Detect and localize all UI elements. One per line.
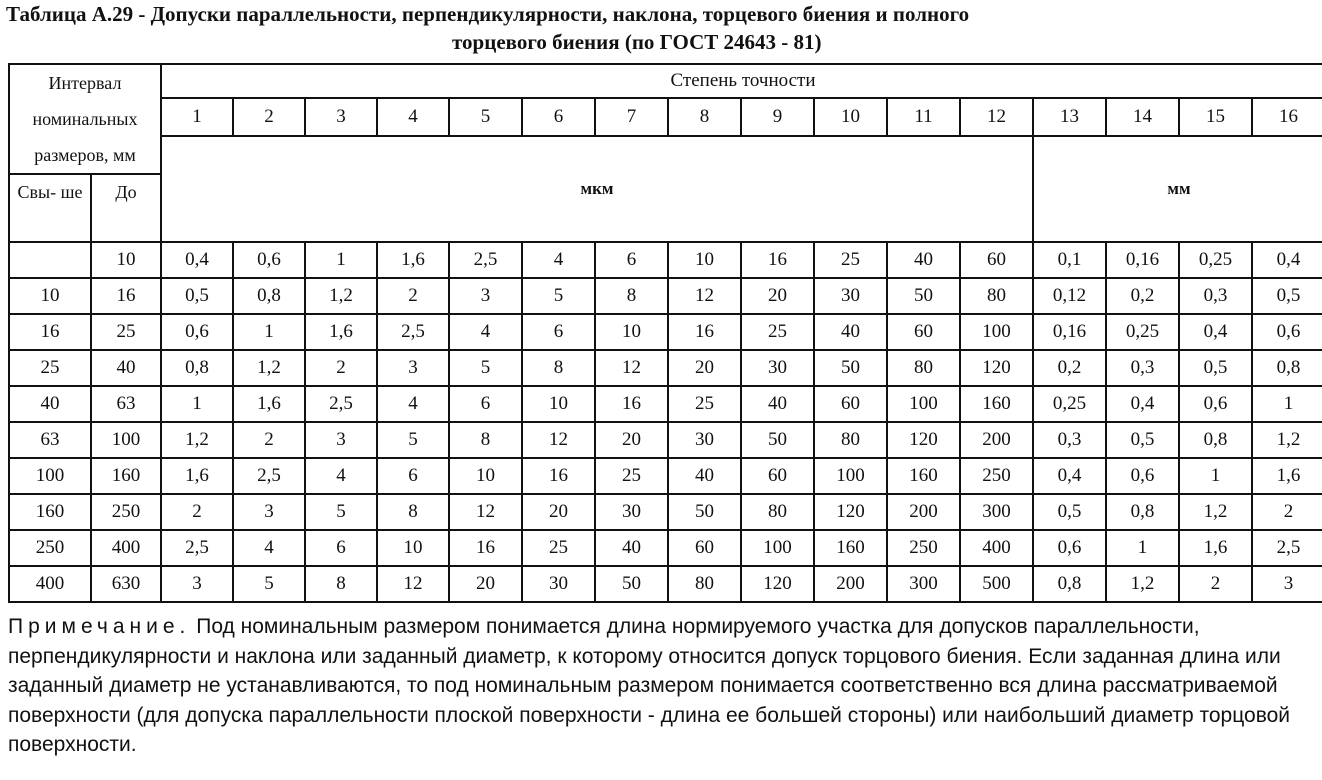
tolerance-value-cell: 6 bbox=[522, 314, 595, 350]
tolerance-value-cell: 1 bbox=[305, 242, 377, 278]
tolerance-value-cell: 40 bbox=[595, 530, 668, 566]
note-label: Примечание. bbox=[8, 615, 191, 638]
table-row bbox=[9, 242, 1322, 278]
tolerance-value-cell: 1 bbox=[1252, 386, 1322, 422]
range-to-cell: 10 bbox=[91, 242, 161, 278]
table-row bbox=[9, 350, 1322, 386]
tolerance-value-cell: 2 bbox=[305, 350, 377, 386]
tolerance-value-cell: 0,5 bbox=[1179, 350, 1252, 386]
tolerance-value-cell: 0,8 bbox=[1033, 566, 1106, 602]
tolerance-value-cell: 50 bbox=[595, 566, 668, 602]
tolerance-value-cell: 3 bbox=[233, 494, 305, 530]
tolerance-value-cell: 20 bbox=[741, 278, 814, 314]
table-row bbox=[9, 278, 1322, 314]
tolerance-value-cell: 200 bbox=[814, 566, 887, 602]
tolerance-value-cell: 1,2 bbox=[305, 278, 377, 314]
title-line-1: Таблица А.29 - Допуски параллельности, перпендикулярности, наклона, торцевого биения и полного bbox=[6, 2, 970, 26]
tolerance-value-cell: 80 bbox=[960, 278, 1033, 314]
grade-number: 4 bbox=[377, 98, 449, 136]
tolerance-value-cell: 80 bbox=[887, 350, 960, 386]
tolerance-value-cell: 200 bbox=[960, 422, 1033, 458]
tolerance-value-cell: 16 bbox=[595, 386, 668, 422]
range-from-cell: 400 bbox=[9, 566, 91, 602]
tolerance-value-cell: 1,6 bbox=[1252, 458, 1322, 494]
unit-mkm-label: мкм bbox=[161, 136, 1033, 242]
tolerance-value-cell: 1,2 bbox=[161, 422, 233, 458]
tolerance-value-cell: 8 bbox=[377, 494, 449, 530]
tolerance-value-cell: 300 bbox=[960, 494, 1033, 530]
tolerance-value-cell: 0,25 bbox=[1179, 242, 1252, 278]
tolerance-value-cell: 5 bbox=[377, 422, 449, 458]
range-to-cell: 160 bbox=[91, 458, 161, 494]
tolerance-value-cell: 8 bbox=[595, 278, 668, 314]
range-from-cell: 160 bbox=[9, 494, 91, 530]
table-row bbox=[9, 566, 1322, 602]
tolerance-value-cell: 60 bbox=[668, 530, 741, 566]
range-from-cell: 10 bbox=[9, 278, 91, 314]
tolerance-value-cell: 1,6 bbox=[233, 386, 305, 422]
tolerance-value-cell: 20 bbox=[595, 422, 668, 458]
tolerance-value-cell: 25 bbox=[522, 530, 595, 566]
tolerance-value-cell: 0,25 bbox=[1106, 314, 1179, 350]
tolerance-table bbox=[8, 63, 1322, 603]
tolerance-value-cell: 0,6 bbox=[1179, 386, 1252, 422]
tolerance-value-cell: 100 bbox=[814, 458, 887, 494]
tolerance-value-cell: 100 bbox=[887, 386, 960, 422]
tolerance-value-cell: 8 bbox=[449, 422, 522, 458]
tolerance-value-cell: 50 bbox=[741, 422, 814, 458]
range-from-cell: 40 bbox=[9, 386, 91, 422]
tolerance-value-cell: 0,6 bbox=[1106, 458, 1179, 494]
tolerance-value-cell: 120 bbox=[960, 350, 1033, 386]
tolerance-value-cell: 0,16 bbox=[1106, 242, 1179, 278]
tolerance-value-cell: 16 bbox=[741, 242, 814, 278]
tolerance-value-cell: 0,6 bbox=[1252, 314, 1322, 350]
range-to-cell: 630 bbox=[91, 566, 161, 602]
grade-number: 3 bbox=[305, 98, 377, 136]
tolerance-value-cell: 60 bbox=[741, 458, 814, 494]
grade-number: 11 bbox=[887, 98, 960, 136]
table-row bbox=[9, 530, 1322, 566]
tolerance-value-cell: 2,5 bbox=[305, 386, 377, 422]
tolerance-value-cell: 100 bbox=[741, 530, 814, 566]
grade-header: Степень точности bbox=[161, 64, 1322, 98]
tolerance-value-cell: 2 bbox=[1252, 494, 1322, 530]
tolerance-value-cell: 1,6 bbox=[305, 314, 377, 350]
tolerance-value-cell: 8 bbox=[305, 566, 377, 602]
tolerance-value-cell: 3 bbox=[1252, 566, 1322, 602]
tolerance-value-cell: 2,5 bbox=[449, 242, 522, 278]
tolerance-value-cell: 40 bbox=[741, 386, 814, 422]
tolerance-value-cell: 5 bbox=[522, 278, 595, 314]
tolerance-value-cell: 10 bbox=[595, 314, 668, 350]
tolerance-value-cell: 0,5 bbox=[161, 278, 233, 314]
tolerance-value-cell: 30 bbox=[668, 422, 741, 458]
tolerance-value-cell: 0,8 bbox=[1106, 494, 1179, 530]
tolerance-value-cell: 0,5 bbox=[1033, 494, 1106, 530]
tolerance-value-cell: 400 bbox=[960, 530, 1033, 566]
tolerance-value-cell: 0,1 bbox=[1033, 242, 1106, 278]
tolerance-value-cell: 1,6 bbox=[377, 242, 449, 278]
tolerance-value-cell: 80 bbox=[741, 494, 814, 530]
tolerance-value-cell: 120 bbox=[741, 566, 814, 602]
tolerance-value-cell: 5 bbox=[233, 566, 305, 602]
tolerance-value-cell: 2 bbox=[1179, 566, 1252, 602]
tolerance-value-cell: 0,2 bbox=[1106, 278, 1179, 314]
tolerance-value-cell: 6 bbox=[595, 242, 668, 278]
tolerance-value-cell: 80 bbox=[668, 566, 741, 602]
tolerance-value-cell: 0,3 bbox=[1106, 350, 1179, 386]
range-from-cell: 250 bbox=[9, 530, 91, 566]
range-to-cell: 63 bbox=[91, 386, 161, 422]
tolerance-value-cell: 200 bbox=[887, 494, 960, 530]
tolerance-value-cell: 1,6 bbox=[1179, 530, 1252, 566]
tolerance-value-cell: 0,6 bbox=[233, 242, 305, 278]
tolerance-value-cell: 16 bbox=[522, 458, 595, 494]
tolerance-value-cell: 0,8 bbox=[233, 278, 305, 314]
tolerance-value-cell: 0,8 bbox=[1179, 422, 1252, 458]
note-text: Под номинальным размером понимается длина нормируемого участка для допусков параллельности, перпендикулярности и наклона или заданный диаметр, к которому относится допуск торцового биения. Если заданная длина или заданный диаметр не устанавливаются, то под номинальным размером понимается соответственно вся длина рассматриваемой поверхности (для допуска параллельности плоской поверхности - длина ее большей стороны) или наибольший диаметр торцовой поверхности. bbox=[8, 615, 1291, 756]
tolerance-value-cell: 60 bbox=[814, 386, 887, 422]
grade-number: 8 bbox=[668, 98, 741, 136]
range-from-cell: 100 bbox=[9, 458, 91, 494]
tolerance-value-cell: 50 bbox=[887, 278, 960, 314]
tolerance-value-cell: 2,5 bbox=[233, 458, 305, 494]
range-from-cell bbox=[9, 242, 91, 278]
tolerance-value-cell: 40 bbox=[814, 314, 887, 350]
tolerance-value-cell: 20 bbox=[668, 350, 741, 386]
tolerance-value-cell: 250 bbox=[960, 458, 1033, 494]
table-row bbox=[9, 386, 1322, 422]
tolerance-value-cell: 6 bbox=[305, 530, 377, 566]
tolerance-value-cell: 1 bbox=[1106, 530, 1179, 566]
tolerance-value-cell: 12 bbox=[668, 278, 741, 314]
tolerance-value-cell: 80 bbox=[814, 422, 887, 458]
tolerance-value-cell: 0,12 bbox=[1033, 278, 1106, 314]
range-to-cell: 400 bbox=[91, 530, 161, 566]
tolerance-value-cell: 4 bbox=[233, 530, 305, 566]
grade-number: 10 bbox=[814, 98, 887, 136]
tolerance-value-cell: 25 bbox=[595, 458, 668, 494]
tolerance-value-cell: 10 bbox=[377, 530, 449, 566]
tolerance-value-cell: 4 bbox=[377, 386, 449, 422]
range-to-cell: 40 bbox=[91, 350, 161, 386]
tolerance-value-cell: 0,8 bbox=[161, 350, 233, 386]
range-to-cell: 250 bbox=[91, 494, 161, 530]
range-to-cell: 25 bbox=[91, 314, 161, 350]
tolerance-value-cell: 2 bbox=[233, 422, 305, 458]
tolerance-value-cell: 0,16 bbox=[1033, 314, 1106, 350]
tolerance-value-cell: 0,5 bbox=[1106, 422, 1179, 458]
tolerance-value-cell: 160 bbox=[887, 458, 960, 494]
tolerance-value-cell: 50 bbox=[668, 494, 741, 530]
tolerance-value-cell: 8 bbox=[522, 350, 595, 386]
tolerance-value-cell: 20 bbox=[522, 494, 595, 530]
tolerance-value-cell: 0,4 bbox=[1033, 458, 1106, 494]
tolerance-value-cell: 3 bbox=[161, 566, 233, 602]
range-to-cell: 16 bbox=[91, 278, 161, 314]
tolerance-value-cell: 250 bbox=[887, 530, 960, 566]
range-from-cell: 63 bbox=[9, 422, 91, 458]
tolerance-value-cell: 60 bbox=[960, 242, 1033, 278]
tolerance-value-cell: 30 bbox=[522, 566, 595, 602]
tolerance-value-cell: 10 bbox=[522, 386, 595, 422]
tolerance-value-cell: 16 bbox=[668, 314, 741, 350]
grade-number: 16 bbox=[1252, 98, 1322, 136]
tolerance-value-cell: 0,6 bbox=[1033, 530, 1106, 566]
grade-number: 7 bbox=[595, 98, 668, 136]
tolerance-value-cell: 1,2 bbox=[1252, 422, 1322, 458]
tolerance-value-cell: 2,5 bbox=[161, 530, 233, 566]
tolerance-value-cell: 160 bbox=[960, 386, 1033, 422]
table-row bbox=[9, 314, 1322, 350]
tolerance-value-cell: 12 bbox=[377, 566, 449, 602]
tolerance-value-cell: 0,4 bbox=[1106, 386, 1179, 422]
tolerance-value-cell: 120 bbox=[887, 422, 960, 458]
tolerance-value-cell: 2 bbox=[377, 278, 449, 314]
grade-number: 6 bbox=[522, 98, 595, 136]
grade-number: 15 bbox=[1179, 98, 1252, 136]
tolerance-value-cell: 0,4 bbox=[1179, 314, 1252, 350]
grade-number: 5 bbox=[449, 98, 522, 136]
tolerance-value-cell: 10 bbox=[668, 242, 741, 278]
tolerance-value-cell: 25 bbox=[741, 314, 814, 350]
tolerance-value-cell: 4 bbox=[305, 458, 377, 494]
tolerance-value-cell: 3 bbox=[449, 278, 522, 314]
tolerance-value-cell: 60 bbox=[887, 314, 960, 350]
tolerance-value-cell: 12 bbox=[449, 494, 522, 530]
tolerance-value-cell: 1,2 bbox=[1106, 566, 1179, 602]
unit-mm-label: мм bbox=[1033, 136, 1322, 242]
tolerance-value-cell: 2 bbox=[161, 494, 233, 530]
tolerance-value-cell: 16 bbox=[449, 530, 522, 566]
tolerance-value-cell: 3 bbox=[377, 350, 449, 386]
tolerance-value-cell: 1,2 bbox=[1179, 494, 1252, 530]
tolerance-value-cell: 12 bbox=[522, 422, 595, 458]
tolerance-value-cell: 40 bbox=[668, 458, 741, 494]
tolerance-value-cell: 300 bbox=[887, 566, 960, 602]
grade-number: 9 bbox=[741, 98, 814, 136]
tolerance-value-cell: 3 bbox=[305, 422, 377, 458]
tolerance-value-cell: 0,5 bbox=[1252, 278, 1322, 314]
tolerance-value-cell: 2,5 bbox=[1252, 530, 1322, 566]
interval-header: Интервал номинальных размеров, мм bbox=[9, 64, 161, 174]
from-header: Свы- ше bbox=[9, 174, 91, 242]
note-paragraph bbox=[8, 612, 1312, 760]
range-from-cell: 16 bbox=[9, 314, 91, 350]
tolerance-value-cell: 12 bbox=[595, 350, 668, 386]
grade-number: 12 bbox=[960, 98, 1033, 136]
tolerance-value-cell: 2,5 bbox=[377, 314, 449, 350]
grade-number: 1 bbox=[161, 98, 233, 136]
grade-number: 14 bbox=[1106, 98, 1179, 136]
range-from-cell: 25 bbox=[9, 350, 91, 386]
grade-number: 13 bbox=[1033, 98, 1106, 136]
tolerance-value-cell: 160 bbox=[814, 530, 887, 566]
tolerance-value-cell: 0,3 bbox=[1179, 278, 1252, 314]
tolerance-value-cell: 0,25 bbox=[1033, 386, 1106, 422]
to-header: До bbox=[91, 174, 161, 242]
tolerance-value-cell: 1 bbox=[1179, 458, 1252, 494]
tolerance-value-cell: 40 bbox=[887, 242, 960, 278]
tolerance-value-cell: 1 bbox=[161, 386, 233, 422]
table-row bbox=[9, 422, 1322, 458]
table-row bbox=[9, 458, 1322, 494]
tolerance-value-cell: 4 bbox=[449, 314, 522, 350]
tolerance-value-cell: 0,4 bbox=[1252, 242, 1322, 278]
tolerance-value-cell: 5 bbox=[305, 494, 377, 530]
tolerance-value-cell: 500 bbox=[960, 566, 1033, 602]
tolerance-value-cell: 20 bbox=[449, 566, 522, 602]
tolerance-value-cell: 0,6 bbox=[161, 314, 233, 350]
tolerance-value-cell: 30 bbox=[814, 278, 887, 314]
title-line-2: торцевого биения (по ГОСТ 24643 - 81) bbox=[452, 30, 822, 54]
grade-number: 2 bbox=[233, 98, 305, 136]
tolerance-value-cell: 0,8 bbox=[1252, 350, 1322, 386]
tolerance-value-cell: 1,2 bbox=[233, 350, 305, 386]
tolerance-value-cell: 100 bbox=[960, 314, 1033, 350]
tolerance-value-cell: 6 bbox=[449, 386, 522, 422]
tolerance-value-cell: 25 bbox=[814, 242, 887, 278]
tolerance-value-cell: 4 bbox=[522, 242, 595, 278]
range-to-cell: 100 bbox=[91, 422, 161, 458]
tolerance-value-cell: 1 bbox=[233, 314, 305, 350]
tolerance-value-cell: 1,6 bbox=[161, 458, 233, 494]
tolerance-value-cell: 0,2 bbox=[1033, 350, 1106, 386]
tolerance-value-cell: 0,3 bbox=[1033, 422, 1106, 458]
table-row bbox=[9, 494, 1322, 530]
tolerance-value-cell: 30 bbox=[741, 350, 814, 386]
tolerance-value-cell: 0,4 bbox=[161, 242, 233, 278]
tolerance-value-cell: 6 bbox=[377, 458, 449, 494]
tolerance-value-cell: 10 bbox=[449, 458, 522, 494]
tolerance-value-cell: 120 bbox=[814, 494, 887, 530]
tolerance-value-cell: 5 bbox=[449, 350, 522, 386]
tolerance-value-cell: 50 bbox=[814, 350, 887, 386]
tolerance-value-cell: 30 bbox=[595, 494, 668, 530]
tolerance-value-cell: 25 bbox=[668, 386, 741, 422]
